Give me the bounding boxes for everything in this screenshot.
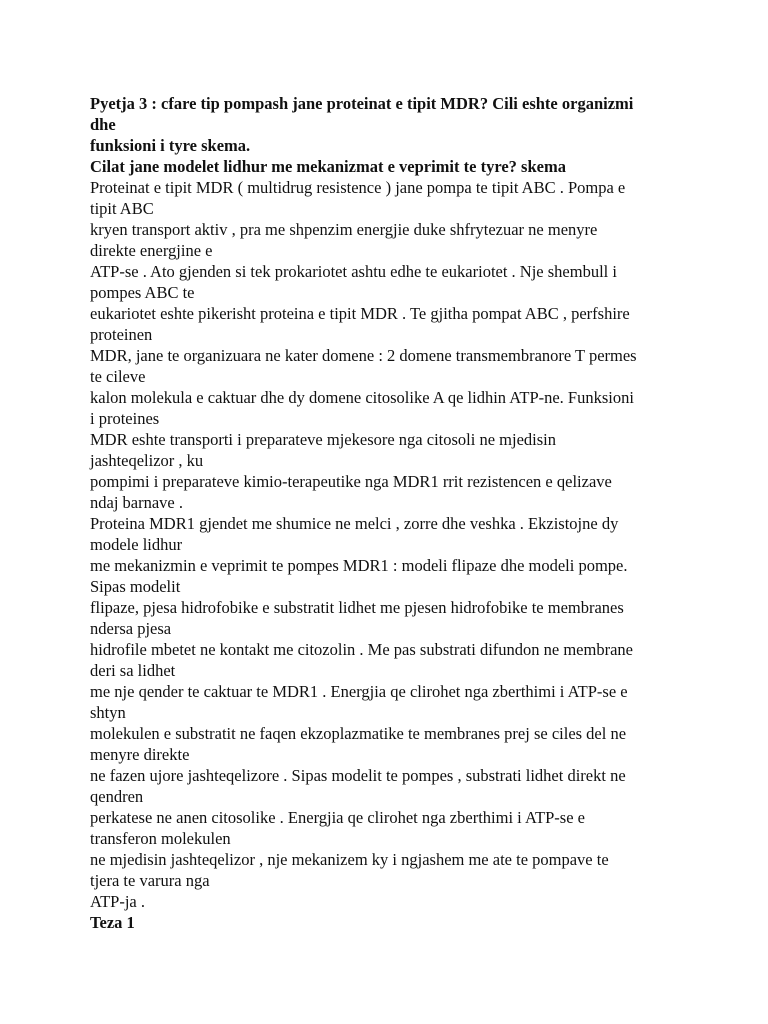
text-line: tjera te varura nga	[90, 871, 210, 890]
text-line: Sipas modelit	[90, 577, 181, 596]
text-line: Proteinat e tipit MDR ( multidrug resistence ) jane pompa te tipit ABC . Pompa e	[90, 178, 626, 197]
text-line: Proteina MDR1 gjendet me shumice ne melci , zorre dhe veshka . Ekzistojne dy	[90, 514, 619, 533]
text-line: hidrofile mbetet ne kontakt me citozolin . Me pas substrati difundon ne membrane	[90, 640, 633, 659]
text-line: direkte energjine e	[90, 241, 213, 260]
text-line: ne fazen ujore jashteqelizore . Sipas modelit te pompes , substrati lidhet direkt ne	[90, 766, 626, 785]
text-line: te cileve	[90, 367, 146, 386]
text-line: proteinen	[90, 325, 153, 344]
heading-line: funksioni i tyre skema.	[90, 136, 251, 155]
text-line: ATP-ja .	[90, 892, 145, 911]
text-line: shtyn	[90, 703, 126, 722]
text-line: qendren	[90, 787, 144, 806]
text-line: me mekanizmin e veprimit te pompes MDR1 : modeli flipaze dhe modeli pompe.	[90, 556, 628, 575]
heading-line: dhe	[90, 115, 116, 134]
text-line: eukariotet eshte pikerisht proteina e tipit MDR . Te gjitha pompat ABC , perfshire	[90, 304, 630, 323]
text-line: ATP-se . Ato gjenden si tek prokariotet ashtu edhe te eukariotet . Nje shembull i	[90, 262, 617, 281]
text-line: jashteqelizor , ku	[90, 451, 204, 470]
text-line: transferon molekulen	[90, 829, 231, 848]
text-line: MDR eshte transporti i preparateve mjekesore nga citosoli ne mjedisin	[90, 430, 556, 449]
heading-line: Pyetja 3 : cfare tip pompash jane proteinat e tipit MDR? Cili eshte organizmi	[90, 94, 634, 113]
text-line: pompimi i preparateve kimio-terapeutike nga MDR1 rrit rezistencen e qelizave	[90, 472, 612, 491]
text-line: ndaj barnave .	[90, 493, 183, 512]
text-line: MDR, jane te organizuara ne kater domene : 2 domene transmembranore T permes	[90, 346, 637, 365]
text-line: kryen transport aktiv , pra me shpenzim energjie duke shfrytezuar ne menyre	[90, 220, 598, 239]
text-line: ne mjedisin jashteqelizor , nje mekanizem ky i ngjashem me ate te pompave te	[90, 850, 609, 869]
heading-line: Cilat jane modelet lidhur me mekanizmat e veprimit te tyre? skema	[90, 157, 566, 176]
text-line: deri sa lidhet	[90, 661, 176, 680]
text-line: kalon molekula e caktuar dhe dy domene citosolike A qe lidhin ATP-ne. Funksioni	[90, 388, 634, 407]
text-line: perkatese ne anen citosolike . Energjia qe clirohet nga zberthimi i ATP-se e	[90, 808, 585, 827]
text-line: flipaze, pjesa hidrofobike e substratit lidhet me pjesen hidrofobike te membranes	[90, 598, 624, 617]
text-line: tipit ABC	[90, 199, 154, 218]
text-line: me nje qender te caktuar te MDR1 . Energjia qe clirohet nga zberthimi i ATP-se e	[90, 682, 628, 701]
text-line: molekulen e substratit ne faqen ekzoplazmatike te membranes prej se ciles del ne	[90, 724, 627, 743]
document-body	[90, 93, 690, 933]
text-line: ndersa pjesa	[90, 619, 172, 638]
text-line: menyre direkte	[90, 745, 190, 764]
text-line: pompes ABC te	[90, 283, 195, 302]
text-line: modele lidhur	[90, 535, 183, 554]
text-line: i proteines	[90, 409, 160, 428]
heading-line: Teza 1	[90, 913, 135, 932]
